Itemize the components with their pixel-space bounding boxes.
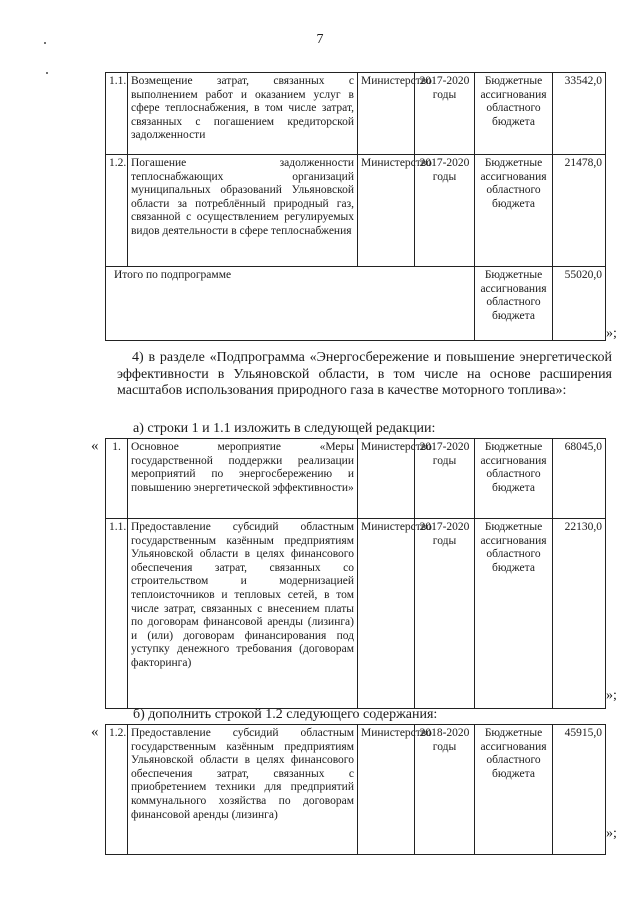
row-number: 1.1. (106, 73, 128, 155)
opening-quote: « (91, 724, 99, 740)
row-source: Бюджетные ассигнования областного бюджета (475, 725, 553, 855)
page-number: 7 (316, 32, 324, 47)
row-executor: Министерство (358, 73, 415, 155)
closing-quote: »; (606, 326, 617, 341)
scan-speck (46, 72, 48, 74)
row-amount: 33542,0 (553, 73, 606, 155)
row-source: Бюджетные ассигнования областного бюджета (475, 73, 553, 155)
row-number: 1.1. (106, 519, 128, 709)
amendment-paragraph-4: 4) в разделе «Подпрограмма «Энергосбережение и повышение энергетической эффективности в Ульяновской области, в том числе на основе расширения масштабов использования природного газа в качестве моторного топлива»: (117, 350, 612, 398)
row-executor: Министерство (358, 725, 415, 855)
table-total-row (106, 267, 606, 341)
subprogram-table-continued (105, 72, 606, 341)
total-amount: 55020,0 (553, 267, 606, 341)
closing-quote: »; (606, 826, 617, 841)
row-number: 1.2. (106, 155, 128, 267)
row-years: 2017-2020 годы (415, 519, 475, 709)
row-description: Предоставление субсидий областным государственным казённым предприятиям Ульяновской области в целях финансового обеспечения затрат, связанных со строительством и модернизацией теплоисточников и тепловых сетей, в том числе затрат, связанных с внесением платы по договорам финансовой аренды (лизинга) и (или) договорам финансирования под уступку денежного требования (договорам факторинга) (128, 519, 358, 709)
row-years: 2017-2020 годы (415, 73, 475, 155)
table-row (106, 725, 606, 855)
row-executor: Министерство (358, 155, 415, 267)
row-number: 1. (106, 439, 128, 519)
new-row-table (105, 724, 606, 855)
subitem-a: а) строки 1 и 1.1 изложить в следующей редакции: (133, 421, 436, 436)
energy-saving-table (105, 438, 606, 709)
row-description: Погашение задолженности теплоснабжающих организаций муниципальных образований Ульяновской области за потреблённый природный газ, связанной с осуществлением регулируемых видов деятельности в сфере теплоснабжения (128, 155, 358, 267)
row-description: Предоставление субсидий областным государственным казённым предприятиям Ульяновской области в целях финансового обеспечения затрат, связанных с приобретением техники для предприятий коммунального хозяйства по договорам финансовой аренды (лизинга) (128, 725, 358, 855)
row-amount: 45915,0 (553, 725, 606, 855)
row-years: 2018-2020 годы (415, 725, 475, 855)
subitem-b: б) дополнить строкой 1.2 следующего содержания: (133, 707, 438, 722)
row-years: 2017-2020 годы (415, 155, 475, 267)
row-source: Бюджетные ассигнования областного бюджета (475, 155, 553, 267)
table-row (106, 439, 606, 519)
row-amount: 68045,0 (553, 439, 606, 519)
row-executor: Министерство (358, 439, 415, 519)
total-label: Итого по подпрограмме (106, 267, 475, 341)
closing-quote: »; (606, 688, 617, 703)
table-row (106, 519, 606, 709)
row-description: Основное мероприятие «Меры государственной поддержки реализации мероприятий по энергосбережению и повышению энергетической эффективности» (128, 439, 358, 519)
row-amount: 22130,0 (553, 519, 606, 709)
row-amount: 21478,0 (553, 155, 606, 267)
row-years: 2017-2020 годы (415, 439, 475, 519)
table-row (106, 155, 606, 267)
opening-quote: « (91, 438, 99, 454)
total-source: Бюджетные ассигнования областного бюджета (475, 267, 553, 341)
row-source: Бюджетные ассигнования областного бюджета (475, 439, 553, 519)
row-description: Возмещение затрат, связанных с выполнением работ и оказанием услуг в сфере теплоснабжения, в том числе затрат, связанных с погашением кредиторской задолженности (128, 73, 358, 155)
row-number: 1.2. (106, 725, 128, 855)
table-row (106, 73, 606, 155)
row-executor: Министерство (358, 519, 415, 709)
row-source: Бюджетные ассигнования областного бюджета (475, 519, 553, 709)
